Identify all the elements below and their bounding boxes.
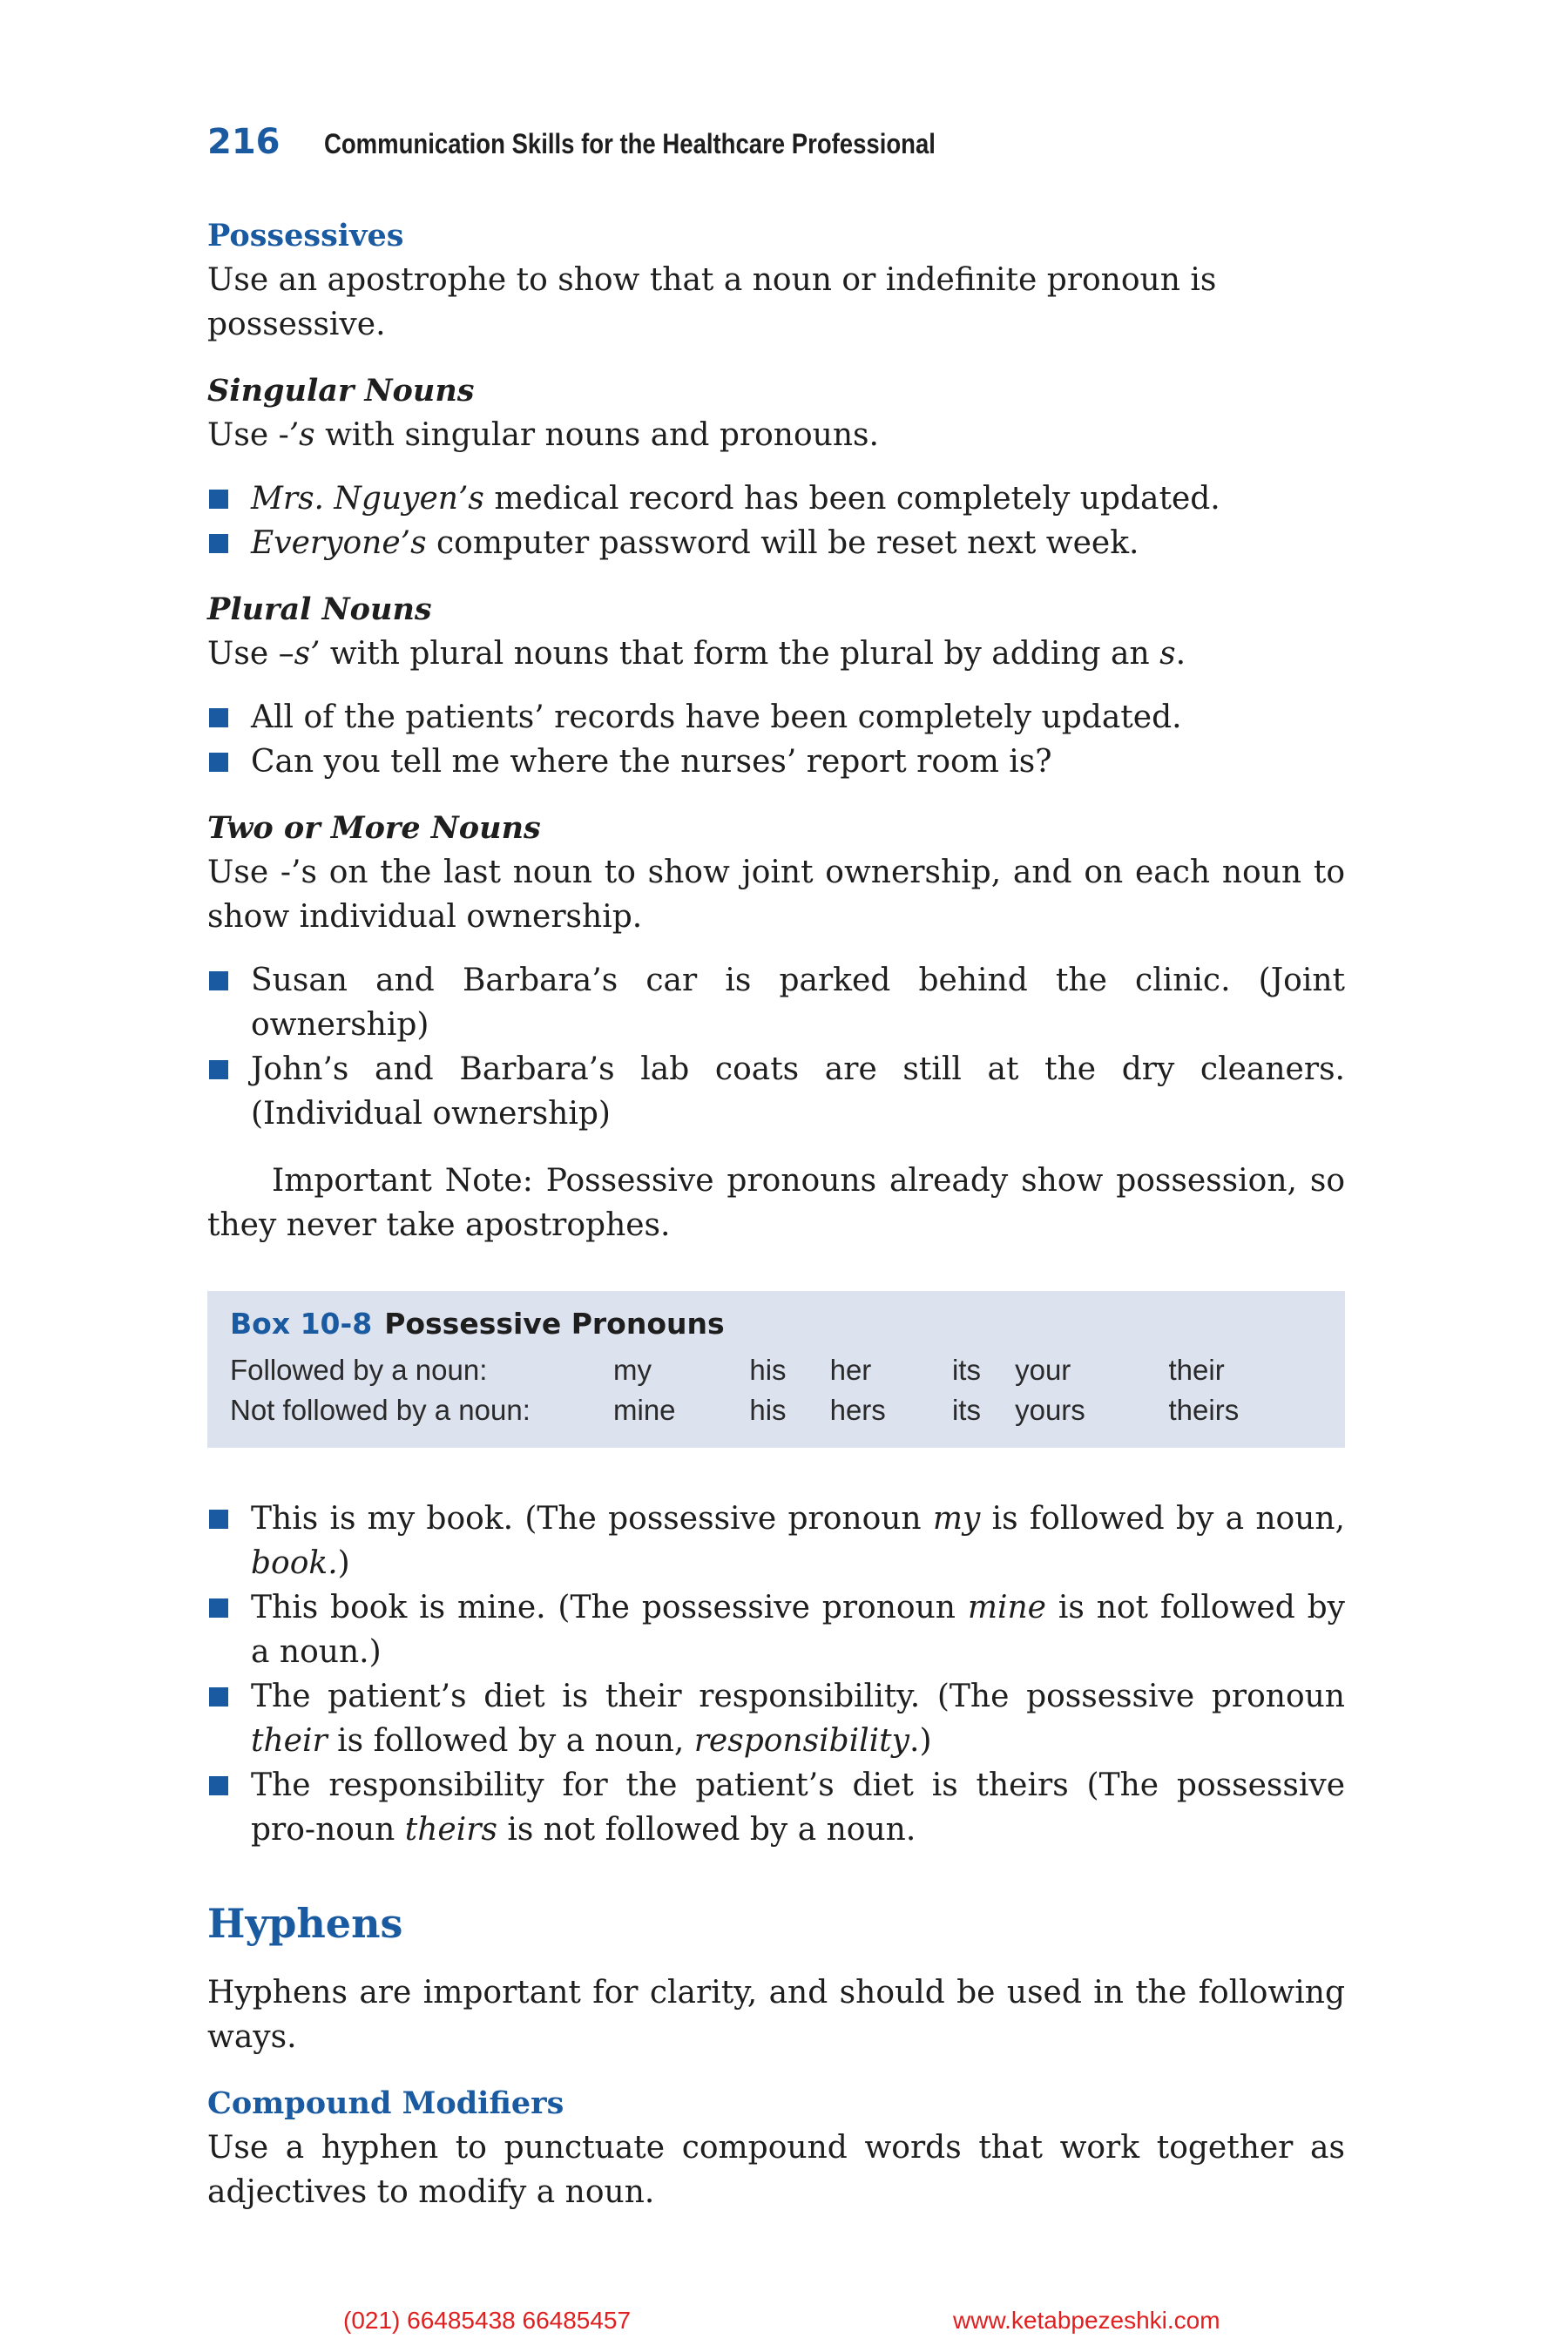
- list-item: Mrs. Nguyen’s medical record has been completely updated.: [207, 476, 1345, 521]
- pronoun-examples-list: [207, 1497, 1345, 1852]
- box-label: Box 10-8: [230, 1307, 373, 1341]
- plural-examples-list: [207, 695, 1345, 784]
- table-cell: its: [951, 1394, 981, 1426]
- table-cell: its: [951, 1354, 981, 1386]
- important-note: Important Note: Possessive pronouns already show possession, so they never take apostrophes.: [207, 1163, 1345, 1243]
- list-item: The responsibility for the patient’s diet is theirs (The possessive pro-noun theirs is not followed by a noun.: [207, 1763, 1345, 1852]
- list-item: The patient’s diet is their responsibility. (The possessive pronoun their is followed by a noun, responsibility.): [207, 1674, 1345, 1763]
- table-cell: their: [1168, 1354, 1225, 1386]
- list-item: Everyone’s computer password will be reset next week.: [207, 521, 1345, 565]
- row-label: Followed by a noun:: [230, 1354, 488, 1386]
- footer-website[interactable]: www.ketabpezeshki.com: [953, 2307, 1220, 2334]
- two-or-more-nouns-rule: Use -’s on the last noun to show joint ownership, and on each noun to show individual ownership.: [207, 855, 1345, 935]
- table-row: [230, 1390, 1322, 1430]
- table-cell: yours: [1015, 1394, 1085, 1426]
- hyphens-intro: Hyphens are important for clarity, and should be used in the following ways.: [207, 1975, 1345, 2055]
- hyphens-heading: Hyphens: [207, 1900, 403, 1947]
- footer-phone: (021) 66485438 66485457: [343, 2307, 632, 2334]
- running-title: Communication Skills for the Healthcare Professional: [323, 128, 936, 159]
- compound-modifiers-heading: Compound Modifiers: [207, 2085, 564, 2121]
- table-cell: theirs: [1168, 1394, 1240, 1426]
- table-cell: her: [829, 1354, 872, 1386]
- list-item: This is my book. (The possessive pronoun my is followed by a noun, book.): [207, 1497, 1345, 1585]
- row-label: Not followed by a noun:: [230, 1394, 531, 1426]
- plural-nouns-rule: Use –s’ with plural nouns that form the plural by adding an s.: [207, 636, 1186, 672]
- possessives-intro: Use an apostrophe to show that a noun or indefinite pronoun is possessive.: [207, 262, 1217, 342]
- table-cell: mine: [613, 1394, 676, 1426]
- page-number: 216: [207, 122, 280, 162]
- table-row: [230, 1350, 1322, 1390]
- square-bullet-icon: [209, 490, 228, 509]
- box-title-text: Possessive Pronouns: [384, 1307, 725, 1341]
- square-bullet-icon: [209, 1510, 228, 1529]
- plural-nouns-heading: Plural Nouns: [207, 591, 432, 627]
- pronoun-table: [230, 1350, 1322, 1430]
- page-header: [207, 122, 1035, 162]
- singular-nouns-heading: Singular Nouns: [207, 373, 475, 409]
- table-cell: his: [749, 1354, 787, 1386]
- list-item: This book is mine. (The possessive pronoun mine is not followed by a noun.): [207, 1585, 1345, 1674]
- square-bullet-icon: [209, 534, 228, 553]
- table-cell: his: [749, 1394, 787, 1426]
- box-title: [230, 1305, 1322, 1343]
- table-cell: hers: [829, 1394, 886, 1426]
- compound-modifiers-text: Use a hyphen to punctuate compound words that work together as adjectives to modify a noun.: [207, 2130, 1345, 2210]
- page-content: [207, 214, 1345, 2214]
- possessives-heading: Possessives: [207, 218, 404, 253]
- list-item: Susan and Barbara’s car is parked behind the clinic. (Joint ownership): [207, 958, 1345, 1047]
- table-cell: my: [613, 1354, 652, 1386]
- square-bullet-icon: [209, 708, 228, 727]
- list-item: All of the patients’ records have been completely updated.: [207, 695, 1345, 740]
- box-possessive-pronouns: [207, 1291, 1345, 1448]
- square-bullet-icon: [209, 1687, 228, 1707]
- square-bullet-icon: [209, 1598, 228, 1618]
- list-item: John’s and Barbara’s lab coats are still at the dry cleaners. (Individual ownership): [207, 1047, 1345, 1136]
- square-bullet-icon: [209, 753, 228, 772]
- table-cell: your: [1015, 1354, 1071, 1386]
- list-item: Can you tell me where the nurses’ report room is?: [207, 740, 1345, 784]
- square-bullet-icon: [209, 1776, 228, 1795]
- singular-examples-list: [207, 476, 1345, 565]
- square-bullet-icon: [209, 1060, 228, 1079]
- singular-nouns-rule: Use -’s with singular nouns and pronouns.: [207, 417, 879, 453]
- two-or-more-examples-list: [207, 958, 1345, 1136]
- two-or-more-nouns-heading: Two or More Nouns: [207, 810, 541, 846]
- square-bullet-icon: [209, 971, 228, 990]
